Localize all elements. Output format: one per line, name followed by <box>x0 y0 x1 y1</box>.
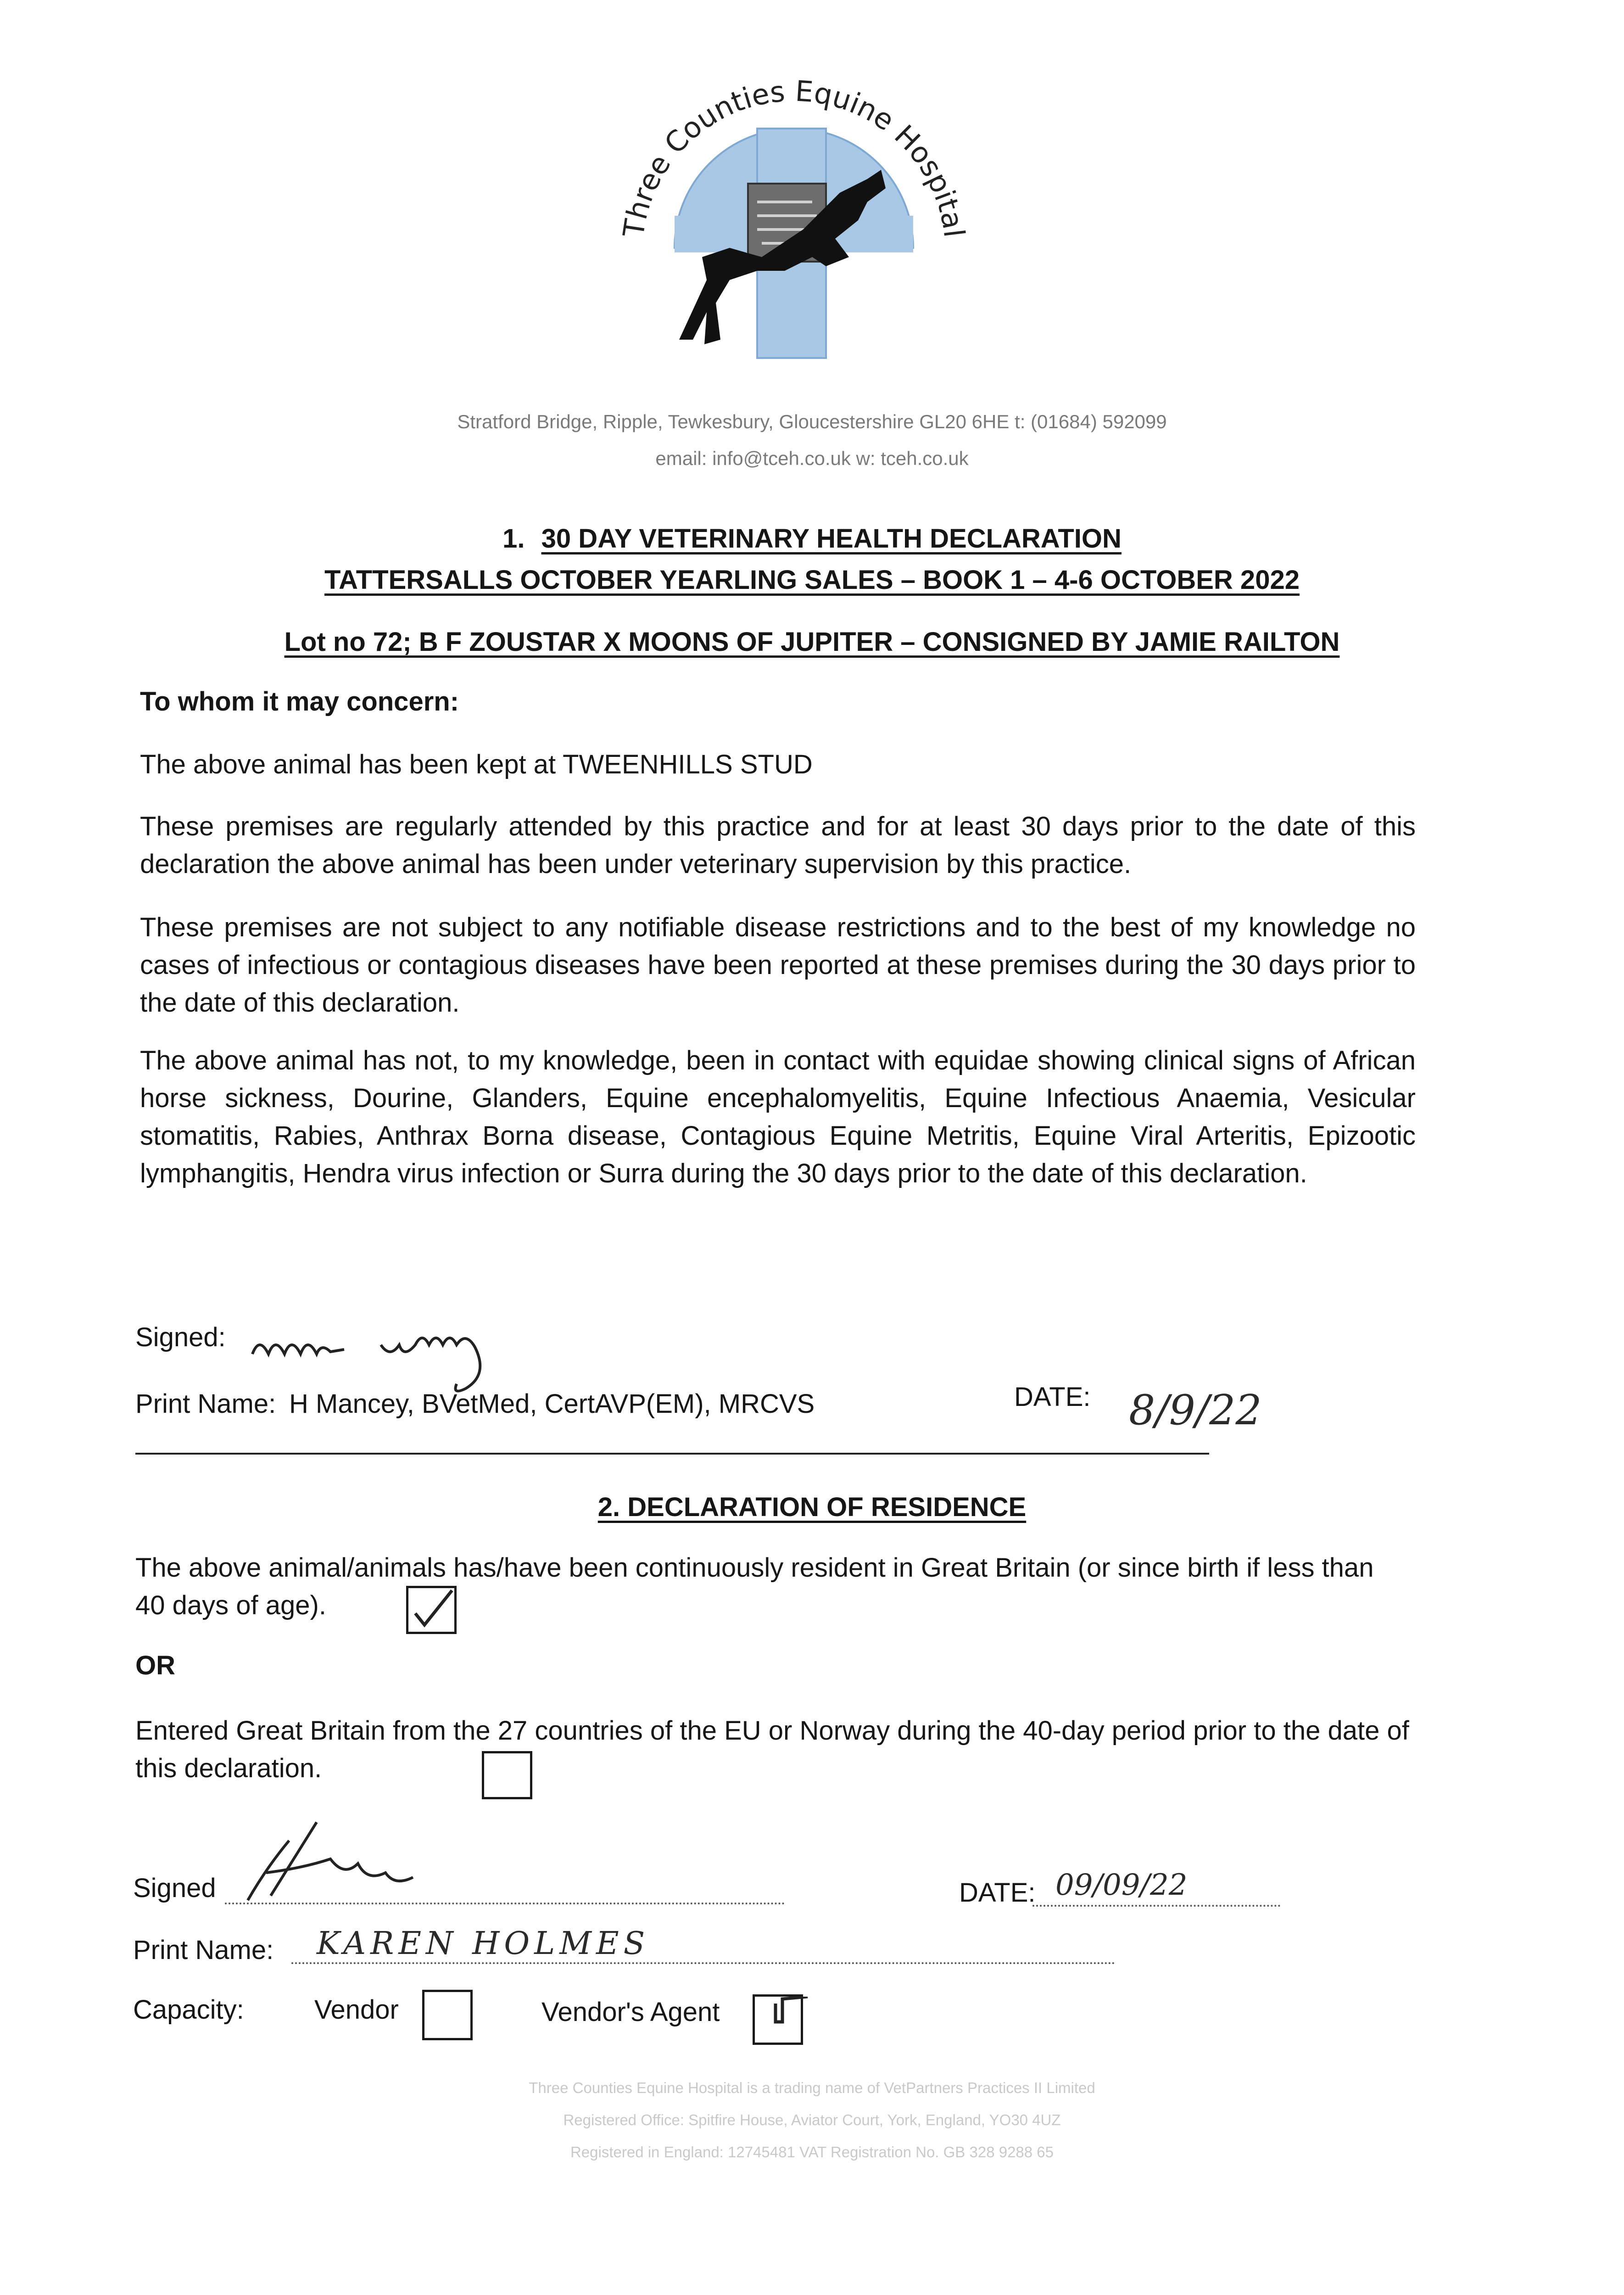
section-divider <box>135 1453 1209 1455</box>
vet-date-value: 8/9/22 <box>1129 1386 1262 1434</box>
vet-date-label: DATE: <box>1014 1382 1091 1412</box>
paragraph-supervision: These premises are regularly attended by this practice and for at least 30 days prior to the date of this declaration the above animal has been under veterinary supervision by this practice. <box>140 812 1416 879</box>
or-separator: OR <box>135 1651 175 1680</box>
logo-text: Three Counties Equine Hospital <box>616 74 971 240</box>
residence-option2-checkbox[interactable] <box>482 1751 532 1799</box>
address-line: Stratford Bridge, Ripple, Tewkesbury, Gloucestershire GL20 6HE t: (01684) 592099 <box>457 411 1167 432</box>
contact-line: email: info@tceh.co.uk w: tceh.co.uk <box>655 448 969 469</box>
vendor-checkbox[interactable] <box>422 1990 473 2040</box>
residence-option1-checkbox[interactable] <box>406 1586 457 1634</box>
salutation: To whom it may concern: <box>140 687 459 716</box>
vendor-signature <box>239 1808 431 1909</box>
vet-print-name-value: H Mancey, BVetMed, CertAVP(EM), MRCVS <box>289 1389 815 1419</box>
section2-title: 2. DECLARATION OF RESIDENCE <box>597 1492 1027 1522</box>
vendor-print-name-line <box>291 1962 1115 1964</box>
vet-signed-label: Signed: <box>135 1322 226 1352</box>
vendor-signed-label: Signed <box>133 1873 216 1903</box>
footer-line-1: Three Counties Equine Hospital is a trading name of VetPartners Practices II Limited <box>529 2079 1095 2096</box>
paragraph-diseases: The above animal has not, to my knowledge, been in contact with equidae showing clinical signs of African horse sickness, Dourine, Glanders, Equine encephalomyelitis, Equine Infectious Anaemia, Vesicular stomatitis, Rabies, Anthrax Borna disease, Contagious Equine Metritis, Equine Viral Arteritis, Epizootic lymphangitis, Hendra virus infection or Surra during the 30 days prior to the date of this declaration. <box>140 1046 1416 1188</box>
vendor-print-name-label: Print Name: <box>133 1935 274 1965</box>
vendor-print-name-value: KAREN HOLMES <box>317 1926 650 1962</box>
lot-line: Lot no 72; B F ZOUSTAR X MOONS OF JUPITER – CONSIGNED BY JAMIE RAILTON <box>284 627 1340 657</box>
footer-line-2: Registered Office: Spitfire House, Aviator Court, York, England, YO30 4UZ <box>563 2111 1061 2128</box>
checkmark-icon <box>755 1997 810 2043</box>
paragraph-premises: The above animal has been kept at TWEENHILLS STUD <box>140 750 813 779</box>
vet-signature <box>243 1304 592 1395</box>
section1-title: 30 DAY VETERINARY HEALTH DECLARATION <box>541 524 1122 554</box>
residence-option1-text: The above animal/animals has/have been continuously resident in Great Britain (or since birth if less than 40 days of age). <box>135 1553 1374 1620</box>
footer-line-3: Registered in England: 12745481 VAT Registration No. GB 328 9288 65 <box>570 2144 1054 2161</box>
hospital-logo <box>610 64 977 376</box>
capacity-label: Capacity: <box>133 1995 244 2025</box>
vendor-date-label: DATE: <box>959 1878 1036 1908</box>
section1-number: 1. <box>502 524 525 554</box>
residence-option2-text: Entered Great Britain from the 27 countries of the EU or Norway during the 40-day period prior to the date of this declaration. <box>135 1716 1409 1783</box>
section1-subtitle: TATTERSALLS OCTOBER YEARLING SALES – BOOK 1 – 4-6 OCTOBER 2022 <box>324 565 1300 595</box>
vendor-date-value: 09/09/22 <box>1055 1868 1188 1902</box>
vendors-agent-checkbox[interactable] <box>753 1994 803 2045</box>
vendors-agent-option-label: Vendor's Agent <box>541 1997 720 2027</box>
checkmark-icon <box>408 1588 454 1632</box>
vendor-option-label: Vendor <box>314 1995 399 2025</box>
vendor-date-line <box>1032 1905 1280 1907</box>
paragraph-restrictions: These premises are not subject to any notifiable disease restrictions and to the best of my knowledge no cases of infectious or contagious diseases have been reported at these premises during the 30 days prior to the date of this declaration. <box>140 912 1416 1018</box>
section1-heading <box>0 523 1624 554</box>
vet-print-name-label: Print Name: <box>135 1389 276 1419</box>
logo-graphic <box>610 64 977 376</box>
